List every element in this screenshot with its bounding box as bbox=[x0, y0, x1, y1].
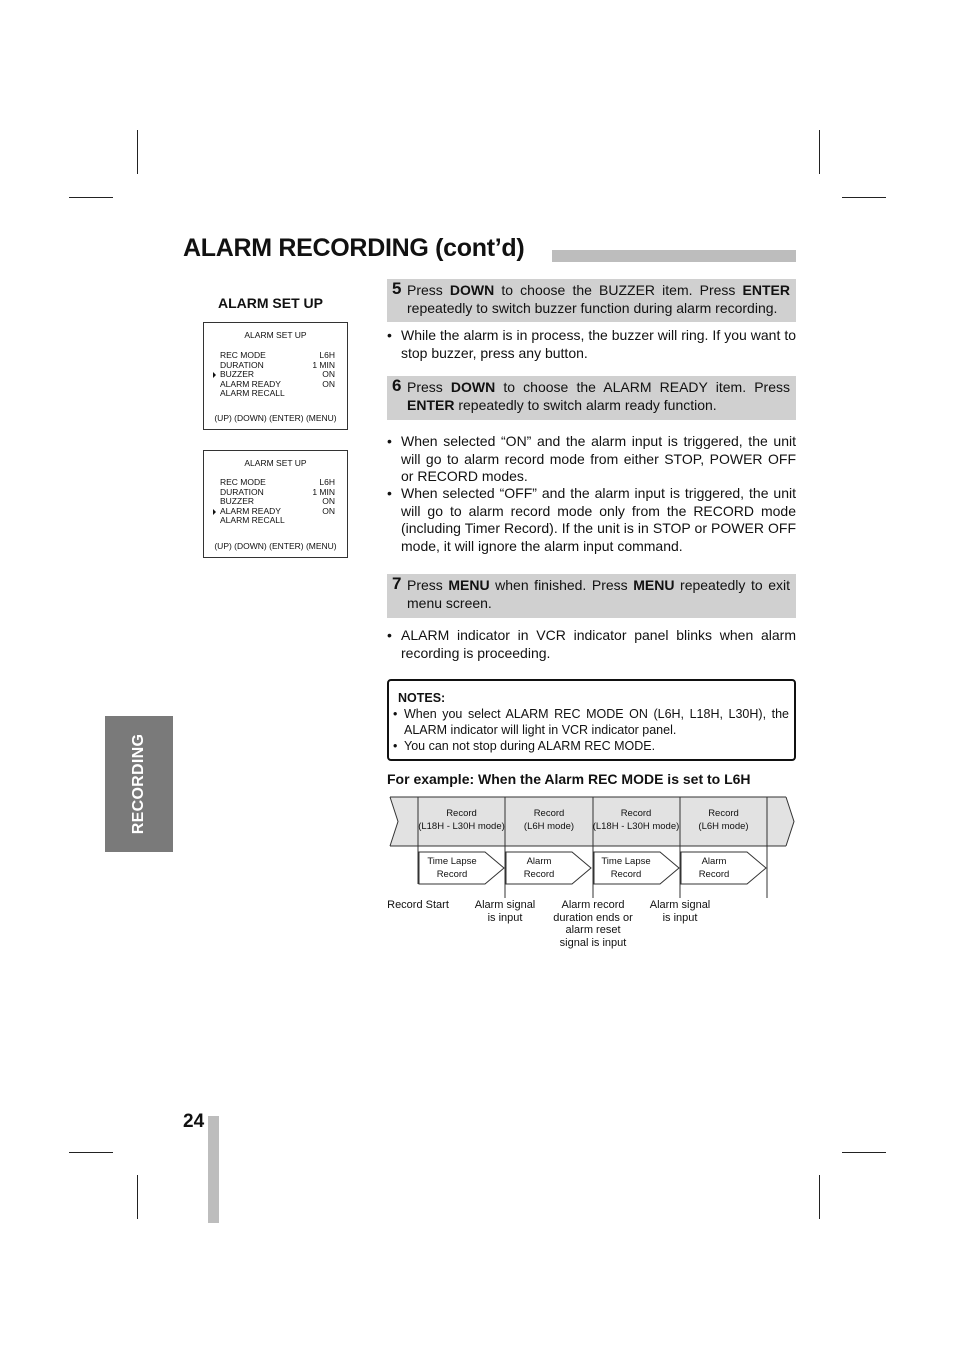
cell-line: Record bbox=[523, 869, 555, 880]
caption-line: signal is input bbox=[559, 936, 627, 949]
menu-title: ALARM SET UP bbox=[244, 330, 307, 340]
cell-line: Record bbox=[436, 869, 468, 880]
timeline-top-cell bbox=[592, 807, 680, 833]
menu-row-label: ALARM RECALL bbox=[220, 515, 285, 525]
caption-line: alarm reset bbox=[565, 924, 621, 936]
cell-line: Record bbox=[620, 808, 652, 819]
caption-line: is input bbox=[487, 911, 523, 924]
menu-row-label: REC MODE bbox=[220, 477, 266, 487]
cell-line: (L6H mode) bbox=[523, 821, 575, 832]
step-text: Press bbox=[407, 282, 450, 298]
timeline-bottom-cell bbox=[419, 855, 485, 881]
menu-footer: (UP) (DOWN) (ENTER) (MENU) bbox=[214, 413, 337, 424]
step-number: 5 bbox=[392, 279, 402, 298]
page-number-bar bbox=[208, 1116, 219, 1223]
example-heading: For example: When the Alarm REC MODE is set to L6H bbox=[387, 771, 751, 787]
menu-footer: (UP) (DOWN) (ENTER) (MENU) bbox=[214, 541, 337, 552]
cell-line: Alarm bbox=[701, 856, 727, 867]
timeline-band bbox=[768, 797, 794, 846]
caption-line: Alarm signal bbox=[649, 899, 711, 911]
cell-line: Record bbox=[610, 869, 642, 880]
menu-row-label: ALARM RECALL bbox=[220, 388, 285, 398]
timeline-top-cell bbox=[418, 807, 505, 833]
menu-row-label: BUZZER bbox=[220, 496, 254, 506]
menu-row-value: L6H bbox=[319, 350, 335, 360]
bullet-dot: • bbox=[393, 707, 398, 721]
cell-line: (L18H - L30H mode) bbox=[592, 821, 680, 832]
timeline-caption bbox=[465, 899, 545, 924]
alarm-setup-heading: ALARM SET UP bbox=[218, 295, 323, 311]
bullet-text: ALARM indicator in VCR indicator panel blinks when alarm recording is proceeding. bbox=[401, 627, 796, 661]
cell-line: Record bbox=[533, 808, 565, 819]
step-text: repeatedly to switch buzzer function during alarm recording. bbox=[407, 299, 778, 316]
key-label: DOWN bbox=[449, 282, 495, 298]
caption-line: Alarm signal bbox=[474, 899, 536, 911]
menu-row-value: ON bbox=[322, 496, 335, 506]
step-text: when finished. Press bbox=[489, 577, 634, 593]
cell-line: (L6H mode) bbox=[698, 821, 749, 832]
menu-row-label: ALARM READY bbox=[220, 378, 281, 389]
step-text: Press bbox=[407, 577, 449, 593]
caption-line: duration ends or bbox=[553, 911, 633, 924]
bullet-dot: • bbox=[387, 433, 392, 449]
key-label: MENU bbox=[633, 577, 675, 593]
menu-title: ALARM SET UP bbox=[244, 458, 307, 468]
cell-line: Record bbox=[698, 869, 730, 880]
menu-row-value: 1 MIN bbox=[312, 359, 335, 370]
section-tab-recording bbox=[105, 716, 173, 852]
page-number: 24 bbox=[183, 1111, 205, 1132]
timeline-caption bbox=[378, 899, 458, 912]
bullet-text: When selected “OFF” and the alarm input is triggered, the unit will go to alarm record mode only from the RECORD mode (including Timer Record). If the unit is in STOP or POWER OFF mode, it will ignore the alarm input command. bbox=[401, 485, 796, 554]
step-text: to choose the ALARM READY item. Press bbox=[495, 379, 790, 395]
note-text: When you select ALARM REC MODE ON (L6H, L18H, L30H), the ALARM indicator will light in VCR indicator panel. bbox=[404, 707, 789, 737]
timeline-bottom-cell bbox=[594, 855, 658, 881]
caption-line: is input bbox=[662, 911, 698, 924]
key-label: MENU bbox=[448, 577, 490, 593]
menu-row-label: REC MODE bbox=[220, 350, 266, 360]
step-text: repeatedly to exit menu screen. bbox=[407, 577, 790, 611]
bullet-text: When selected “ON” and the alarm input is triggered, the unit will go to alarm record mode from either STOP, POWER OFF or RECORD modes. bbox=[401, 433, 796, 484]
cell-line: Alarm bbox=[526, 856, 552, 867]
step-number: 6 bbox=[392, 376, 402, 395]
step-text: Press bbox=[407, 379, 451, 395]
notes-heading: NOTES: bbox=[398, 691, 446, 705]
bullet-dot: • bbox=[387, 485, 392, 501]
bullet-dot: • bbox=[387, 627, 392, 643]
section-tab-label: RECORDING bbox=[130, 733, 147, 835]
cell-line: Time Lapse bbox=[601, 856, 651, 867]
menu-row-value: ON bbox=[322, 505, 335, 516]
note-text: You can not stop during ALARM REC MODE. bbox=[404, 739, 656, 753]
bullet-dot: • bbox=[393, 739, 398, 753]
key-label: ENTER bbox=[407, 396, 455, 413]
menu-row-value: ON bbox=[322, 369, 335, 379]
page-title: ALARM RECORDING (cont’d) bbox=[183, 234, 525, 262]
bullet-text: While the alarm is in process, the buzzer will ring. If you want to stop buzzer, press any button. bbox=[401, 327, 796, 361]
caption-line: Alarm record bbox=[561, 899, 625, 911]
menu-row-label: DURATION bbox=[220, 359, 264, 370]
cell-line: Time Lapse bbox=[427, 856, 477, 867]
menu-row-value: ON bbox=[322, 378, 335, 389]
timeline-bottom-cell bbox=[681, 855, 747, 881]
cell-line: Record bbox=[708, 808, 739, 819]
timeline-top-cell bbox=[680, 807, 767, 833]
timeline-top-cell bbox=[505, 807, 593, 833]
menu-row-label: DURATION bbox=[220, 486, 264, 497]
menu-row-label: BUZZER bbox=[220, 369, 254, 379]
timeline-band bbox=[390, 797, 418, 846]
timeline-caption bbox=[548, 899, 638, 949]
key-label: ENTER bbox=[742, 282, 790, 298]
timeline-bottom-cell bbox=[506, 855, 572, 881]
step-text: to choose the BUZZER item. Press bbox=[494, 282, 743, 298]
cell-line: Record bbox=[446, 808, 477, 819]
step-text: repeatedly to switch alarm ready function. bbox=[454, 396, 717, 413]
bullet-dot: • bbox=[387, 327, 392, 343]
cell-line: (L18H - L30H mode) bbox=[418, 821, 505, 832]
timeline-caption bbox=[640, 899, 720, 924]
key-label: DOWN bbox=[450, 379, 496, 395]
menu-row-value: L6H bbox=[319, 477, 335, 487]
step-number: 7 bbox=[392, 574, 402, 593]
menu-row-value: 1 MIN bbox=[312, 486, 335, 497]
caption-line: Record Start bbox=[387, 899, 449, 911]
menu-row-label: ALARM READY bbox=[220, 505, 281, 516]
